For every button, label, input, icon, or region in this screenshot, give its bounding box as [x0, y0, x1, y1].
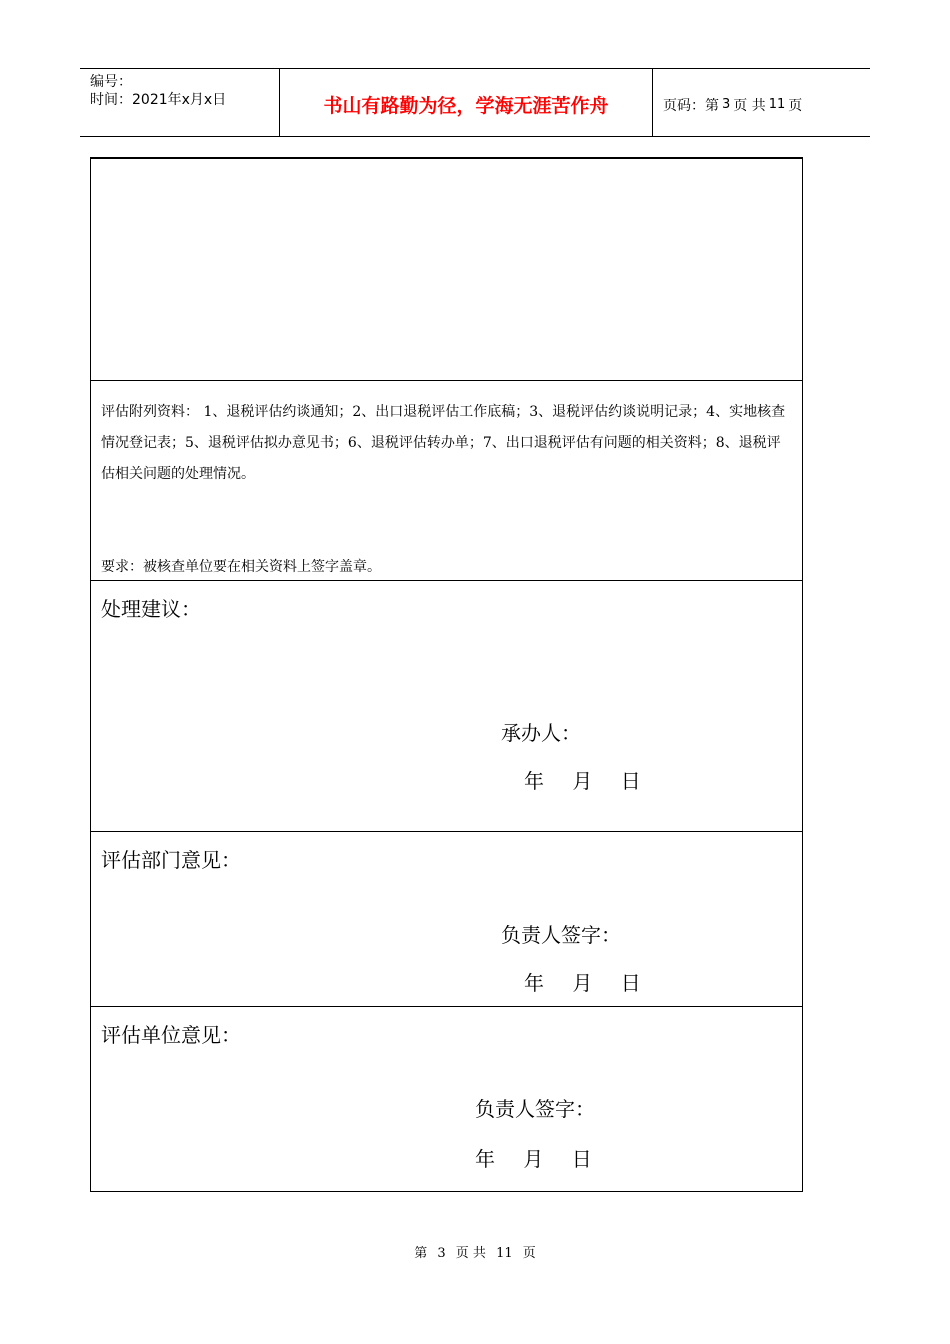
- suggestion-label: 处理建议：: [101, 597, 201, 621]
- page-current: 3: [722, 97, 731, 112]
- footer-mid: 页 共: [455, 1246, 486, 1261]
- footer-prefix: 第: [414, 1246, 428, 1261]
- footer-current: 3: [437, 1246, 446, 1261]
- unit-opinion-cell[interactable]: [91, 1007, 802, 1192]
- page-mid: 页 共: [733, 97, 766, 114]
- suggestion-cell[interactable]: [91, 581, 802, 832]
- footer-total: 11: [496, 1246, 513, 1261]
- date-day: 日: [620, 971, 641, 995]
- dept-signature-label: 负责人签字：: [501, 923, 621, 947]
- header-meta: [80, 69, 280, 136]
- date-month: 月: [572, 769, 593, 793]
- evaluation-form: [90, 157, 803, 1192]
- header-page-indicator: [653, 69, 870, 136]
- header-motto: 书山有路勤为径，学海无涯苦作舟: [280, 69, 653, 136]
- attachments-text: 评估附列资料： 1、退税评估约谈通知；2、出口退税评估工作底稿；3、退税评估约谈说明记录；4、实地核查情况登记表；5、退税评估拟办意见书；6、退税评估转办单；7、出口退税评估有问题的相关资料；8、退税评估相关问题的处理情况。: [101, 404, 786, 482]
- blank-content-cell[interactable]: [91, 158, 802, 381]
- page-header: [80, 68, 870, 137]
- unit-opinion-label: 评估单位意见：: [101, 1023, 241, 1047]
- page-suffix: 页: [788, 97, 803, 114]
- dept-opinion-label: 评估部门意见：: [101, 848, 241, 872]
- page-prefix: 页码：第: [663, 97, 719, 114]
- date-year: 年: [524, 769, 544, 793]
- document-number-label: 编号：: [90, 74, 132, 90]
- page-footer: [0, 1245, 950, 1263]
- footer-suffix: 页: [522, 1246, 536, 1261]
- document-time-label: 时间：2021年x月x日: [90, 92, 227, 108]
- requirement-text: 要求：被核查单位要在相关资料上签字盖章。: [101, 559, 381, 575]
- date-year: 年: [524, 971, 544, 995]
- attachments-cell: [91, 381, 802, 581]
- date-day: 日: [620, 769, 641, 793]
- date-month: 月: [572, 971, 593, 995]
- unit-signature-label: 负责人签字：: [475, 1097, 595, 1121]
- unit-opinion-date: [475, 1147, 592, 1171]
- date-month: 月: [523, 1147, 544, 1171]
- dept-opinion-cell[interactable]: [91, 832, 802, 1007]
- date-day: 日: [571, 1147, 592, 1171]
- page-total: 11: [768, 97, 786, 112]
- suggestion-date: [524, 769, 641, 793]
- handler-signature-label: 承办人：: [501, 721, 581, 745]
- date-year: 年: [475, 1147, 495, 1171]
- dept-opinion-date: [524, 971, 641, 995]
